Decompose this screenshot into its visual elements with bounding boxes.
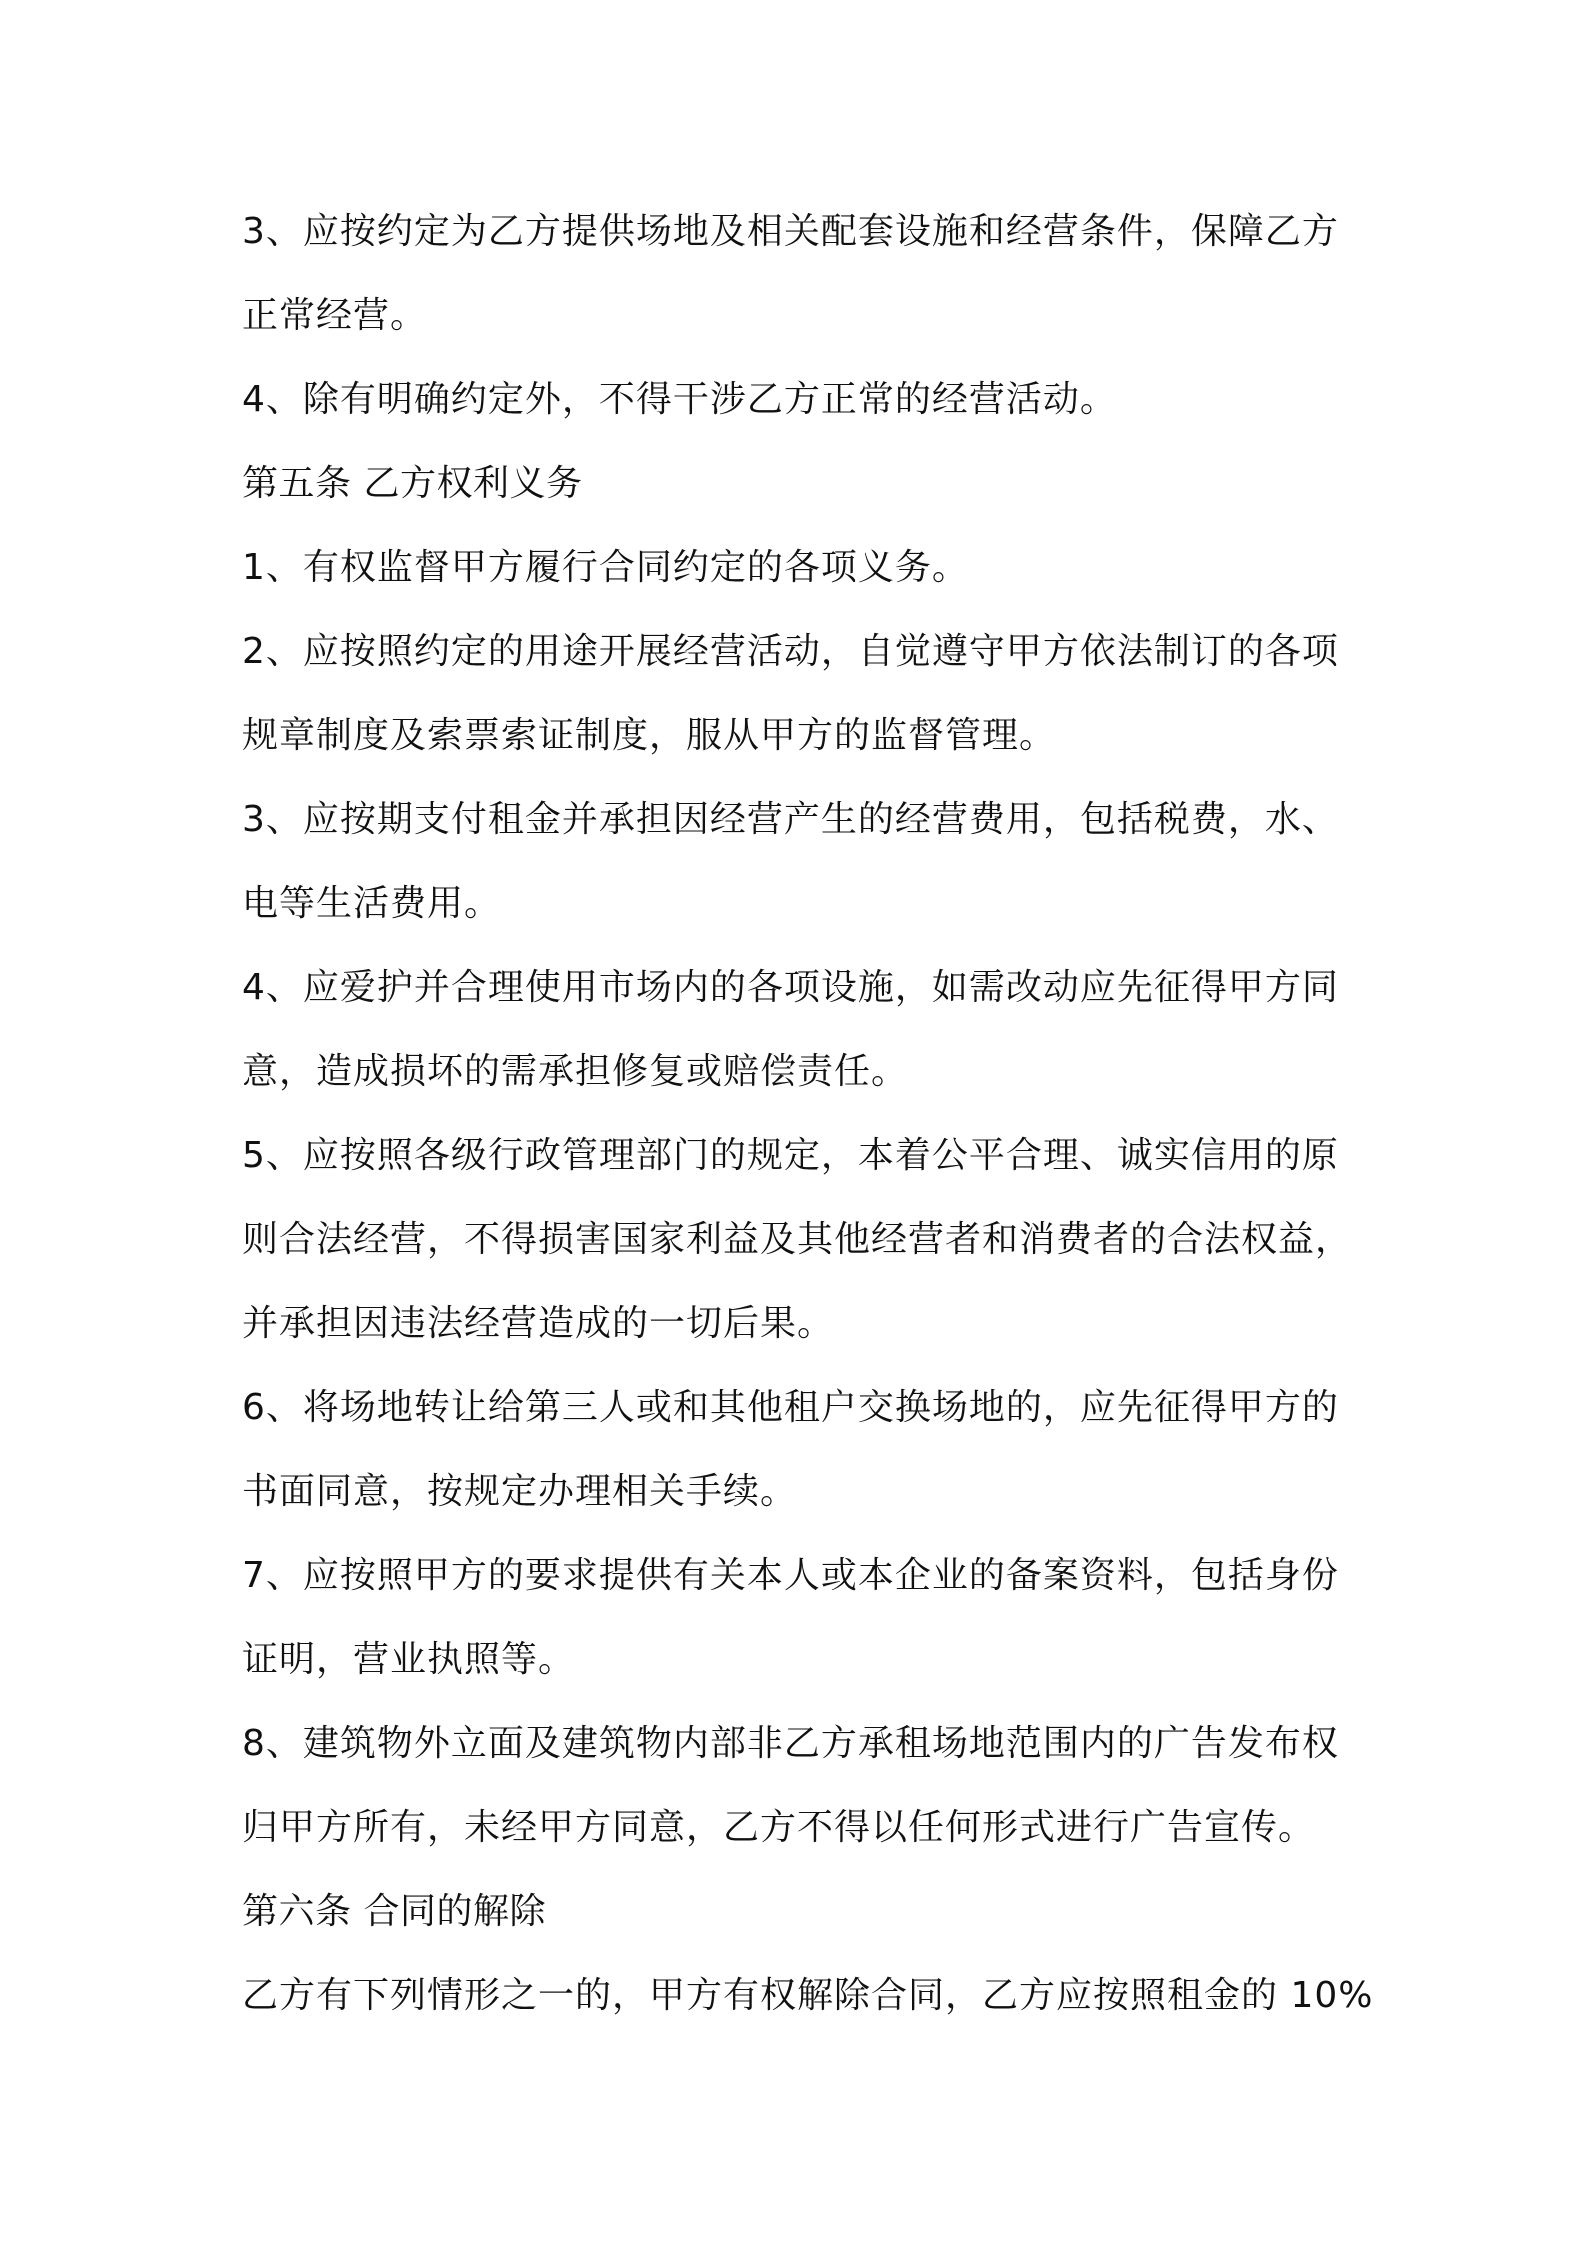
text-line: 意，造成损坏的需承担修复或赔偿责任。 <box>242 1051 909 1092</box>
text-line: 书面同意，按规定办理相关手续。 <box>242 1471 798 1512</box>
text-line: 4、除有明确约定外，不得干涉乙方正常的经营活动。 <box>242 379 1117 420</box>
text-line: 并承担因违法经营造成的一切后果。 <box>242 1303 835 1344</box>
text-line: 证明，营业执照等。 <box>242 1639 576 1680</box>
text-line: 1、有权监督甲方履行合同约定的各项义务。 <box>242 547 969 588</box>
text-line: 规章制度及索票索证制度，服从甲方的监督管理。 <box>242 715 1057 756</box>
text-line: 归甲方所有，未经甲方同意，乙方不得以任何形式进行广告宣传。 <box>242 1807 1316 1848</box>
text-line: 7、应按照甲方的要求提供有关本人或本企业的备案资料，包括身份 <box>242 1555 1339 1596</box>
text-line: 电等生活费用。 <box>242 883 502 924</box>
text-line: 3、应按约定为乙方提供场地及相关配套设施和经营条件，保障乙方 <box>242 211 1339 252</box>
text-line: 乙方有下列情形之一的，甲方有权解除合同，乙方应按照租金的 10% <box>242 1975 1374 2016</box>
text-line: 则合法经营，不得损害国家利益及其他经营者和消费者的合法权益， <box>242 1219 1353 1260</box>
text-line: 3、应按期支付租金并承担因经营产生的经营费用，包括税费，水、 <box>242 799 1339 840</box>
text-line: 正常经营。 <box>242 295 428 336</box>
text-line: 6、将场地转让给第三人或和其他租户交换场地的，应先征得甲方的 <box>242 1387 1339 1428</box>
text-line: 2、应按照约定的用途开展经营活动，自觉遵守甲方依法制订的各项 <box>242 631 1339 672</box>
section-heading: 第六条 合同的解除 <box>242 1891 546 1932</box>
text-line: 5、应按照各级行政管理部门的规定，本着公平合理、诚实信用的原 <box>242 1135 1339 1176</box>
text-line: 8、建筑物外立面及建筑物内部非乙方承租场地范围内的广告发布权 <box>242 1723 1339 1764</box>
text-line: 4、应爱护并合理使用市场内的各项设施，如需改动应先征得甲方同 <box>242 967 1339 1008</box>
section-heading: 第五条 乙方权利义务 <box>242 463 583 504</box>
